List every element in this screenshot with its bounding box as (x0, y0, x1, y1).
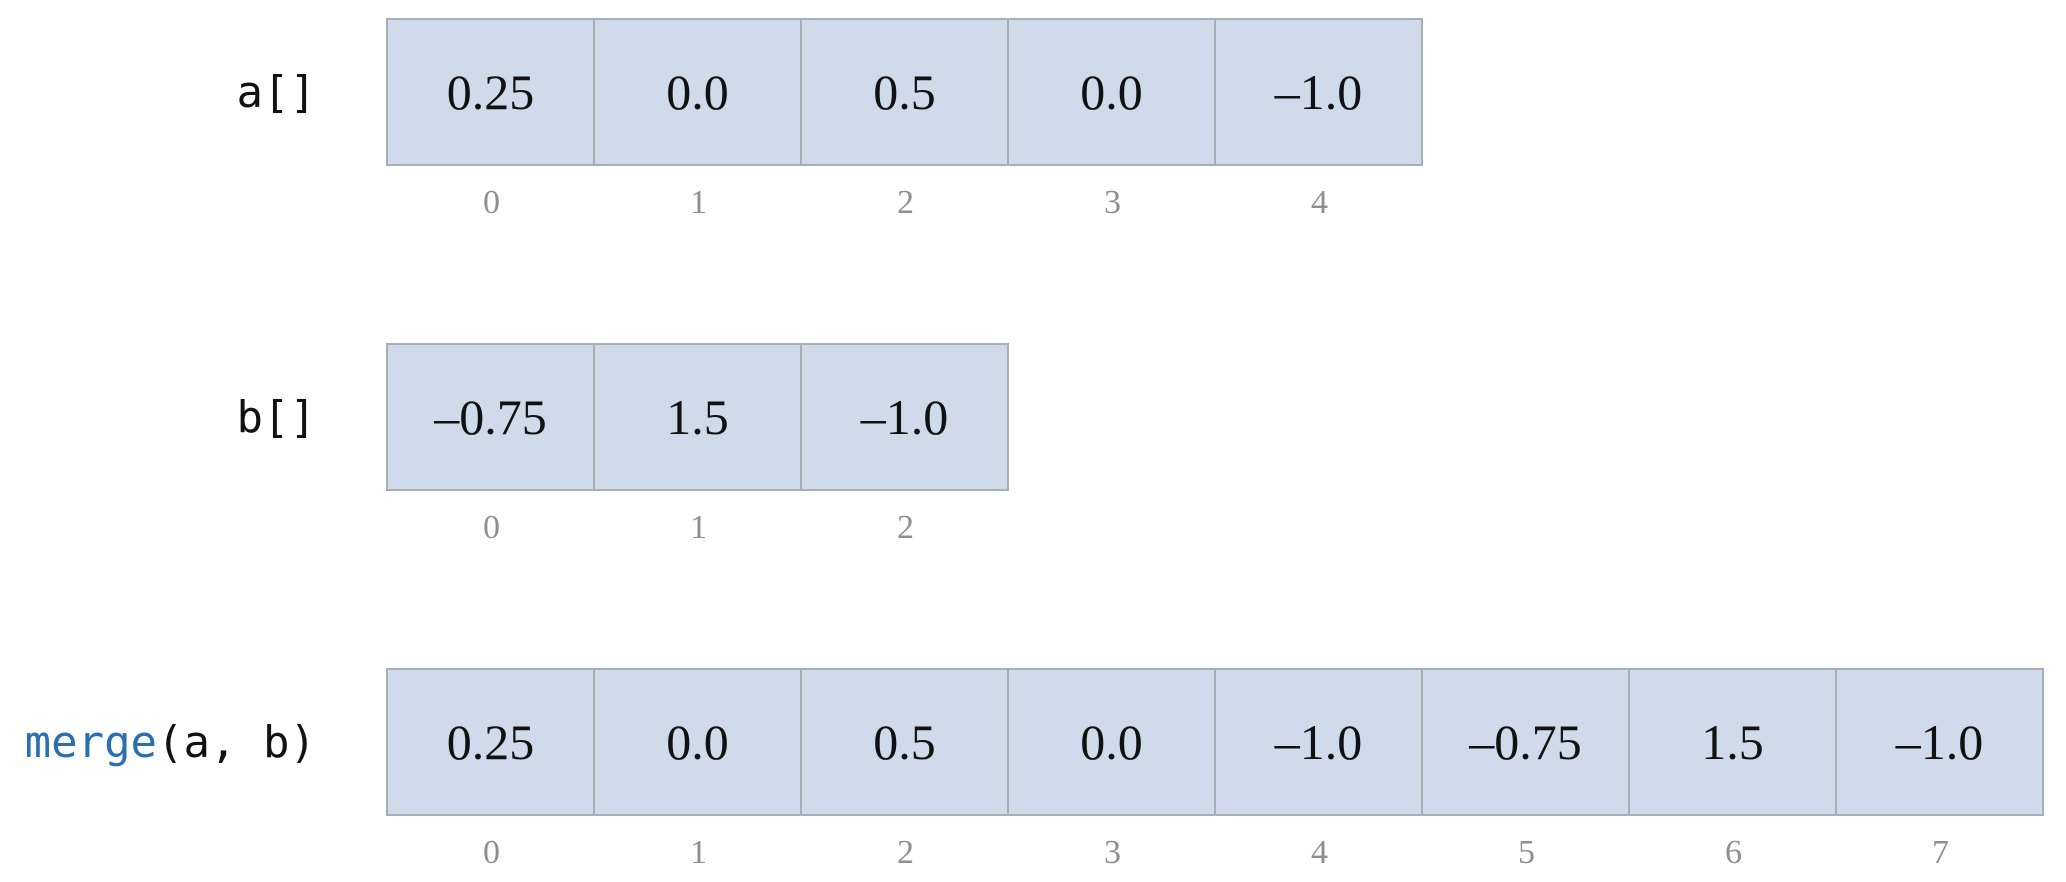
array-a-label-text: a[] (236, 66, 316, 118)
array-index: 1 (690, 834, 707, 871)
array-cell: –0.75 (388, 343, 595, 491)
array-b-label-text: b[] (236, 391, 316, 443)
array-merge-label (0, 668, 316, 816)
merge-function-name: merge (24, 716, 158, 768)
array-cell: 1.5 (1630, 668, 1837, 816)
array-index: 7 (1932, 834, 1949, 871)
array-cell: –1.0 (802, 343, 1009, 491)
array-index: 2 (897, 509, 914, 546)
array-cell: 0.0 (1009, 18, 1216, 166)
array-index: 0 (483, 509, 500, 546)
array-index: 4 (1311, 184, 1328, 221)
array-b-cells (386, 343, 1009, 491)
array-index: 0 (483, 834, 500, 871)
array-cell: 0.5 (802, 668, 1009, 816)
array-index: 2 (897, 834, 914, 871)
array-a-label (0, 18, 316, 166)
array-cell: –1.0 (1216, 668, 1423, 816)
array-cell: 0.25 (388, 18, 595, 166)
merge-function-args: (a, b) (157, 716, 316, 768)
array-cell: 0.25 (388, 668, 595, 816)
array-index: 3 (1104, 184, 1121, 221)
array-cell: –0.75 (1423, 668, 1630, 816)
array-merge-cells (386, 668, 2044, 816)
array-cell: –1.0 (1216, 18, 1423, 166)
array-cell: –1.0 (1837, 668, 2044, 816)
array-index: 3 (1104, 834, 1121, 871)
array-merge-indices (388, 834, 2044, 872)
array-index: 1 (690, 509, 707, 546)
array-cell: 0.0 (595, 18, 802, 166)
array-cell: 0.0 (1009, 668, 1216, 816)
array-index: 4 (1311, 834, 1328, 871)
array-cell: 0.0 (595, 668, 802, 816)
array-index: 2 (897, 184, 914, 221)
array-index: 1 (690, 184, 707, 221)
array-index: 5 (1518, 834, 1535, 871)
array-a-indices (388, 184, 1423, 222)
array-cell: 1.5 (595, 343, 802, 491)
array-index: 6 (1725, 834, 1742, 871)
array-a-cells (386, 18, 1423, 166)
array-index: 0 (483, 184, 500, 221)
array-b-indices (388, 509, 1009, 547)
array-b-label (0, 343, 316, 491)
array-cell: 0.5 (802, 18, 1009, 166)
